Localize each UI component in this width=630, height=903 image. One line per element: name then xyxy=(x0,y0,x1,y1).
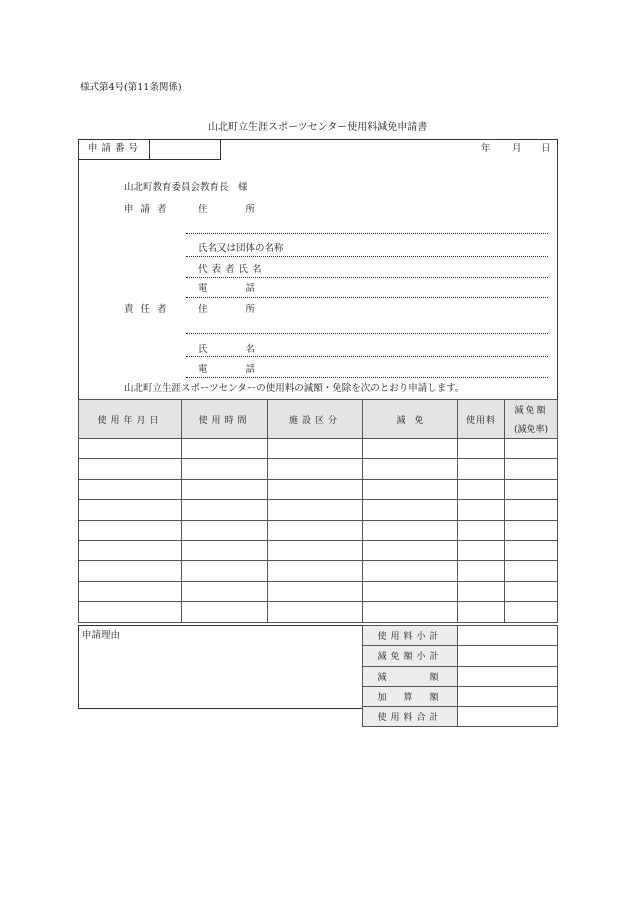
table-cell[interactable] xyxy=(458,459,505,479)
table-cell[interactable] xyxy=(363,602,458,622)
table-cell[interactable] xyxy=(182,459,268,479)
applicant-address-label: 住 所 xyxy=(198,204,256,215)
summary-value[interactable] xyxy=(458,646,558,666)
form-title: 山北町立生涯スポーツセンター使用料減免申請書 xyxy=(208,122,428,133)
table-cell[interactable] xyxy=(505,561,558,581)
responsible-label: 責任者 xyxy=(124,304,174,315)
table-cell[interactable] xyxy=(505,439,558,459)
applicant-phone-line[interactable] xyxy=(186,297,548,298)
table-cell[interactable] xyxy=(363,581,458,601)
summary-row xyxy=(363,707,558,727)
table-row xyxy=(79,602,558,622)
table-cell[interactable] xyxy=(268,459,363,479)
table-cell[interactable] xyxy=(268,540,363,560)
summary-label: 使用料合計 xyxy=(363,707,458,727)
table-row xyxy=(79,581,558,601)
form-frame xyxy=(78,139,558,400)
table-cell[interactable] xyxy=(79,479,182,499)
table-cell[interactable] xyxy=(458,520,505,540)
table-cell[interactable] xyxy=(268,500,363,520)
table-cell[interactable] xyxy=(363,500,458,520)
responsible-name-line[interactable] xyxy=(186,356,548,357)
summary-row xyxy=(363,666,558,686)
summary-value[interactable] xyxy=(458,686,558,706)
header-reduction-amount: 減免額 (減免率) xyxy=(505,400,558,439)
applicant-phone-label: 電 話 xyxy=(198,283,256,294)
table-cell[interactable] xyxy=(182,540,268,560)
summary-label: 加 算 額 xyxy=(363,686,458,706)
table-cell[interactable] xyxy=(363,520,458,540)
summary-value[interactable] xyxy=(458,626,558,646)
table-cell[interactable] xyxy=(182,581,268,601)
table-cell[interactable] xyxy=(363,439,458,459)
applicant-representative-line[interactable] xyxy=(186,277,548,278)
table-cell[interactable] xyxy=(505,540,558,560)
summary-label: 減免額小計 xyxy=(363,646,458,666)
applicant-representative-label: 代表者氏名 xyxy=(198,264,266,275)
reason-box[interactable] xyxy=(78,625,363,709)
table-cell[interactable] xyxy=(458,602,505,622)
table-cell[interactable] xyxy=(79,561,182,581)
table-cell[interactable] xyxy=(505,520,558,540)
summary-label: 減 額 xyxy=(363,666,458,686)
table-cell[interactable] xyxy=(268,479,363,499)
date-month-label: 月 xyxy=(512,143,522,154)
summary-label: 使用料小計 xyxy=(363,626,458,646)
table-cell[interactable] xyxy=(505,500,558,520)
table-cell[interactable] xyxy=(182,520,268,540)
addressee: 山北町教育委員会教育長 様 xyxy=(124,182,248,193)
table-cell[interactable] xyxy=(79,520,182,540)
table-cell[interactable] xyxy=(182,479,268,499)
table-cell[interactable] xyxy=(268,602,363,622)
table-cell[interactable] xyxy=(458,479,505,499)
table-cell[interactable] xyxy=(268,561,363,581)
table-row xyxy=(79,540,558,560)
table-cell[interactable] xyxy=(79,581,182,601)
table-cell[interactable] xyxy=(505,479,558,499)
table-cell[interactable] xyxy=(182,500,268,520)
table-cell[interactable] xyxy=(458,581,505,601)
applicant-address-line[interactable] xyxy=(186,233,548,234)
summary-row xyxy=(363,626,558,646)
table-cell[interactable] xyxy=(505,602,558,622)
table-cell[interactable] xyxy=(79,500,182,520)
table-cell[interactable] xyxy=(79,459,182,479)
table-row xyxy=(79,459,558,479)
table-cell[interactable] xyxy=(505,581,558,601)
summary-value[interactable] xyxy=(458,707,558,727)
header-reduction: 減 免 xyxy=(363,400,458,439)
summary-table xyxy=(362,625,558,727)
header-facility-category: 施設区分 xyxy=(268,400,363,439)
responsible-name-label: 氏 名 xyxy=(198,344,256,355)
table-cell[interactable] xyxy=(79,540,182,560)
date-year-label: 年 xyxy=(481,143,491,154)
summary-value[interactable] xyxy=(458,666,558,686)
application-number-field[interactable] xyxy=(151,141,221,158)
application-number-divider xyxy=(149,139,150,159)
table-cell[interactable] xyxy=(458,500,505,520)
table-cell[interactable] xyxy=(363,540,458,560)
responsible-phone-line[interactable] xyxy=(186,377,548,378)
responsible-address-label: 住 所 xyxy=(198,304,256,315)
header-usage-date: 使用年月日 xyxy=(79,400,182,439)
applicant-name-line[interactable] xyxy=(186,256,548,257)
table-cell[interactable] xyxy=(458,540,505,560)
table-cell[interactable] xyxy=(79,439,182,459)
applicant-label: 申請者 xyxy=(124,204,174,215)
reason-label: 申請理由 xyxy=(82,630,121,641)
table-row xyxy=(79,500,558,520)
summary-row xyxy=(363,646,558,666)
table-cell[interactable] xyxy=(458,439,505,459)
responsible-phone-label: 電 話 xyxy=(198,364,256,375)
application-number-label: 申請番号 xyxy=(88,143,143,154)
table-cell[interactable] xyxy=(458,561,505,581)
usage-table-header xyxy=(79,400,558,439)
table-row xyxy=(79,561,558,581)
date-day-label: 日 xyxy=(541,143,551,154)
table-cell[interactable] xyxy=(505,459,558,479)
table-row xyxy=(79,439,558,459)
responsible-address-line[interactable] xyxy=(186,333,548,334)
table-cell[interactable] xyxy=(268,439,363,459)
table-cell[interactable] xyxy=(363,479,458,499)
usage-table xyxy=(78,399,558,623)
table-row xyxy=(79,520,558,540)
applicant-name-label: 氏名又は団体の名称 xyxy=(198,243,284,254)
summary-row xyxy=(363,686,558,706)
table-cell[interactable] xyxy=(182,602,268,622)
header-usage-fee: 使用料 xyxy=(458,400,505,439)
application-statement: 山北町立生涯スポーツセンターの使用料の減額・免除を次のとおり申請します。 xyxy=(124,383,465,394)
table-cell[interactable] xyxy=(182,561,268,581)
table-cell[interactable] xyxy=(79,602,182,622)
table-row xyxy=(79,479,558,499)
table-cell[interactable] xyxy=(363,459,458,479)
table-cell[interactable] xyxy=(268,520,363,540)
table-cell[interactable] xyxy=(363,561,458,581)
table-cell[interactable] xyxy=(268,581,363,601)
form-reference: 様式第4号(第11条関係) xyxy=(80,82,182,93)
table-cell[interactable] xyxy=(182,439,268,459)
header-usage-time: 使用時間 xyxy=(182,400,268,439)
